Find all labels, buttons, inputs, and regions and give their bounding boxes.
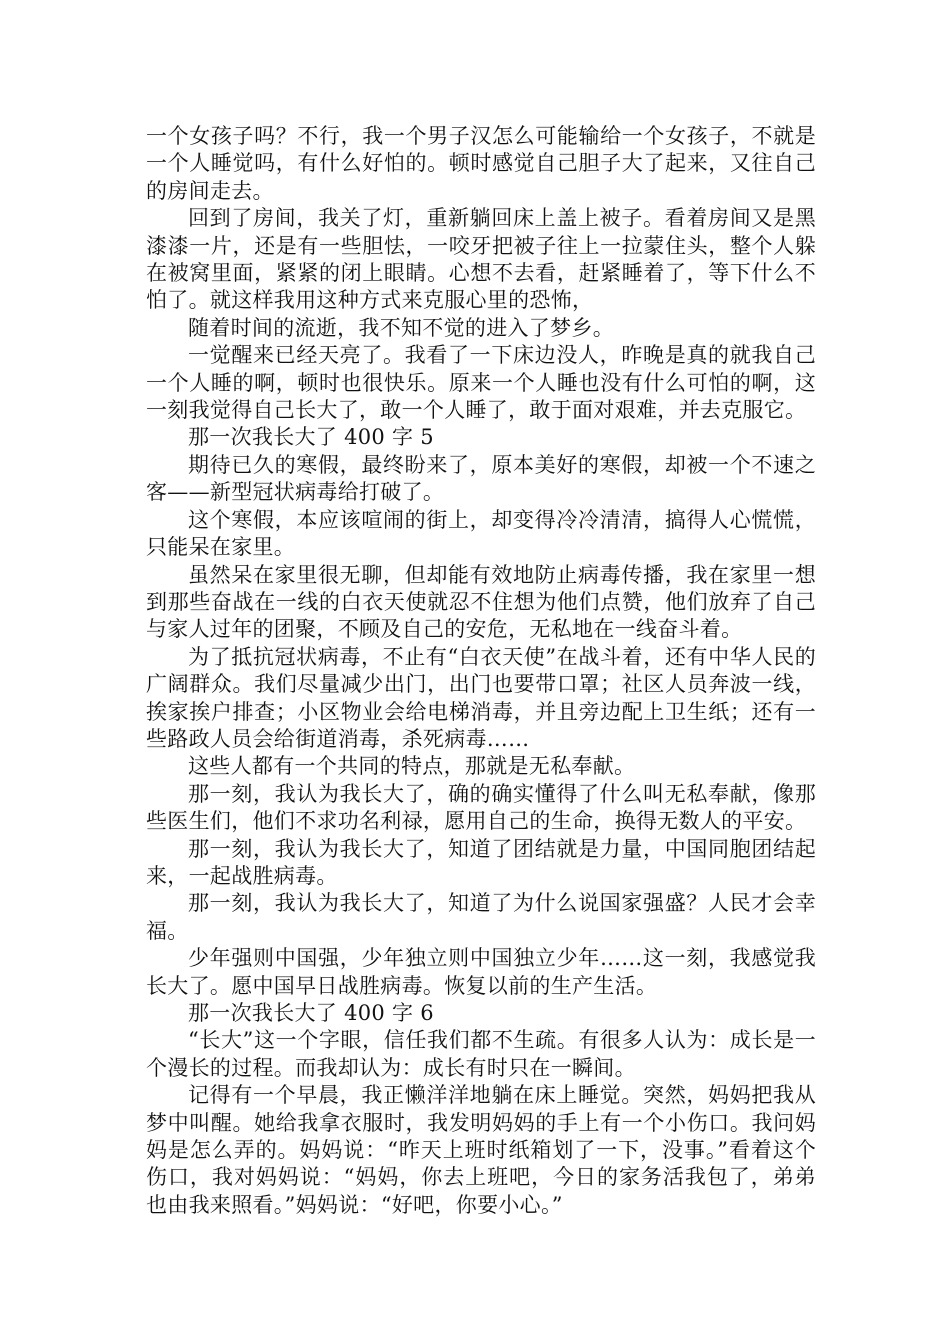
paragraph: 少年强则中国强，少年独立则中国独立少年……这一刻，我感觉我长大了。愿中国早日战胜病毒。恢复以前的生产生活。 [146, 946, 816, 998]
section-heading-5: 那一次我长大了 400 字 5 [188, 425, 434, 450]
paragraph: 回到了房间，我关了灯，重新躺回床上盖上被子。看着房间又是黑漆漆一片，还是有一些胆怯，一咬牙把被子往上一拉蒙住头，整个人躲在被窝里面，紧紧的闭上眼睛。心想不去看，赶紧睡着了，等下什么不怕了。就这样我用这种方式来克服心里的恐怖， [146, 206, 816, 313]
paragraph: 那一刻，我认为我长大了，知道了为什么说国家强盛？人民才会幸福。 [146, 891, 816, 943]
paragraph: 为了抵抗冠状病毒，不止有“白衣天使”在战斗着，还有中华人民的广阔群众。我们尽量减少出门，出门也要带口罩；社区人员奔波一线，挨家挨户排查；小区物业会给电梯消毒，并且旁边配上卫生纸；还有一些路政人员会给街道消毒，杀死病毒…… [146, 644, 816, 751]
paragraph: 记得有一个早晨，我正懒洋洋地躺在床上睡觉。突然，妈妈把我从梦中叫醒。她给我拿衣服时，我发明妈妈的手上有一个小伤口。我问妈妈是怎么弄的。妈妈说：“昨天上班时纸箱划了一下，没事。”看着这个伤口，我对妈妈说：“妈妈，你去上班吧，今日的家务活我包了，弟弟也由我来照看。”妈妈说：“好吧，你要小心。” [146, 1083, 816, 1217]
essay-body [146, 123, 816, 1219]
paragraph: 虽然呆在家里很无聊，但却能有效地防止病毒传播，我在家里一想到那些奋战在一线的白衣天使就忍不住想为他们点赞，他们放弃了自己与家人过年的团聚，不顾及自己的安危，无私地在一线奋斗着。 [146, 562, 816, 642]
paragraph: 一觉醒来已经天亮了。我看了一下床边没人，昨晚是真的就我自己一个人睡的啊，顿时也很快乐。原来一个人睡也没有什么可怕的啊，这一刻我觉得自己长大了，敢一个人睡了，敢于面对艰难，并去克服它。 [146, 343, 816, 423]
section-heading-6: 那一次我长大了 400 字 6 [188, 1001, 434, 1025]
paragraph: 这个寒假，本应该喧闹的街上，却变得冷冷清清，搞得人心慌慌，只能呆在家里。 [146, 507, 816, 560]
paragraph: 那一刻，我认为我长大了，知道了团结就是力量，中国同胞团结起来，一起战胜病毒。 [146, 836, 816, 888]
paragraph: 随着时间的流逝，我不知不觉的进入了梦乡。 [188, 315, 614, 340]
paragraph: 那一刻，我认为我长大了，确的确实懂得了什么叫无私奉献，像那些医生们，他们不求功名利禄，愿用自己的生命，换得无数人的平安。 [146, 781, 816, 834]
paragraph: “长大”这一个字眼，信任我们都不生疏。有很多人认为：成长是一个漫长的过程。而我却认为：成长有时只在一瞬间。 [146, 1028, 816, 1080]
paragraph-continuation: 一个女孩子吗？不行，我一个男子汉怎么可能输给一个女孩子，不就是一个人睡觉吗，有什么好怕的。顿时感觉自己胆子大了起来，又往自己的房间走去。 [146, 124, 816, 203]
paragraph: 期待已久的寒假，最终盼来了，原本美好的寒假，却被一个不速之客——新型冠状病毒给打破了。 [146, 452, 816, 505]
paragraph: 这些人都有一个共同的特点，那就是无私奉献。 [188, 754, 636, 779]
